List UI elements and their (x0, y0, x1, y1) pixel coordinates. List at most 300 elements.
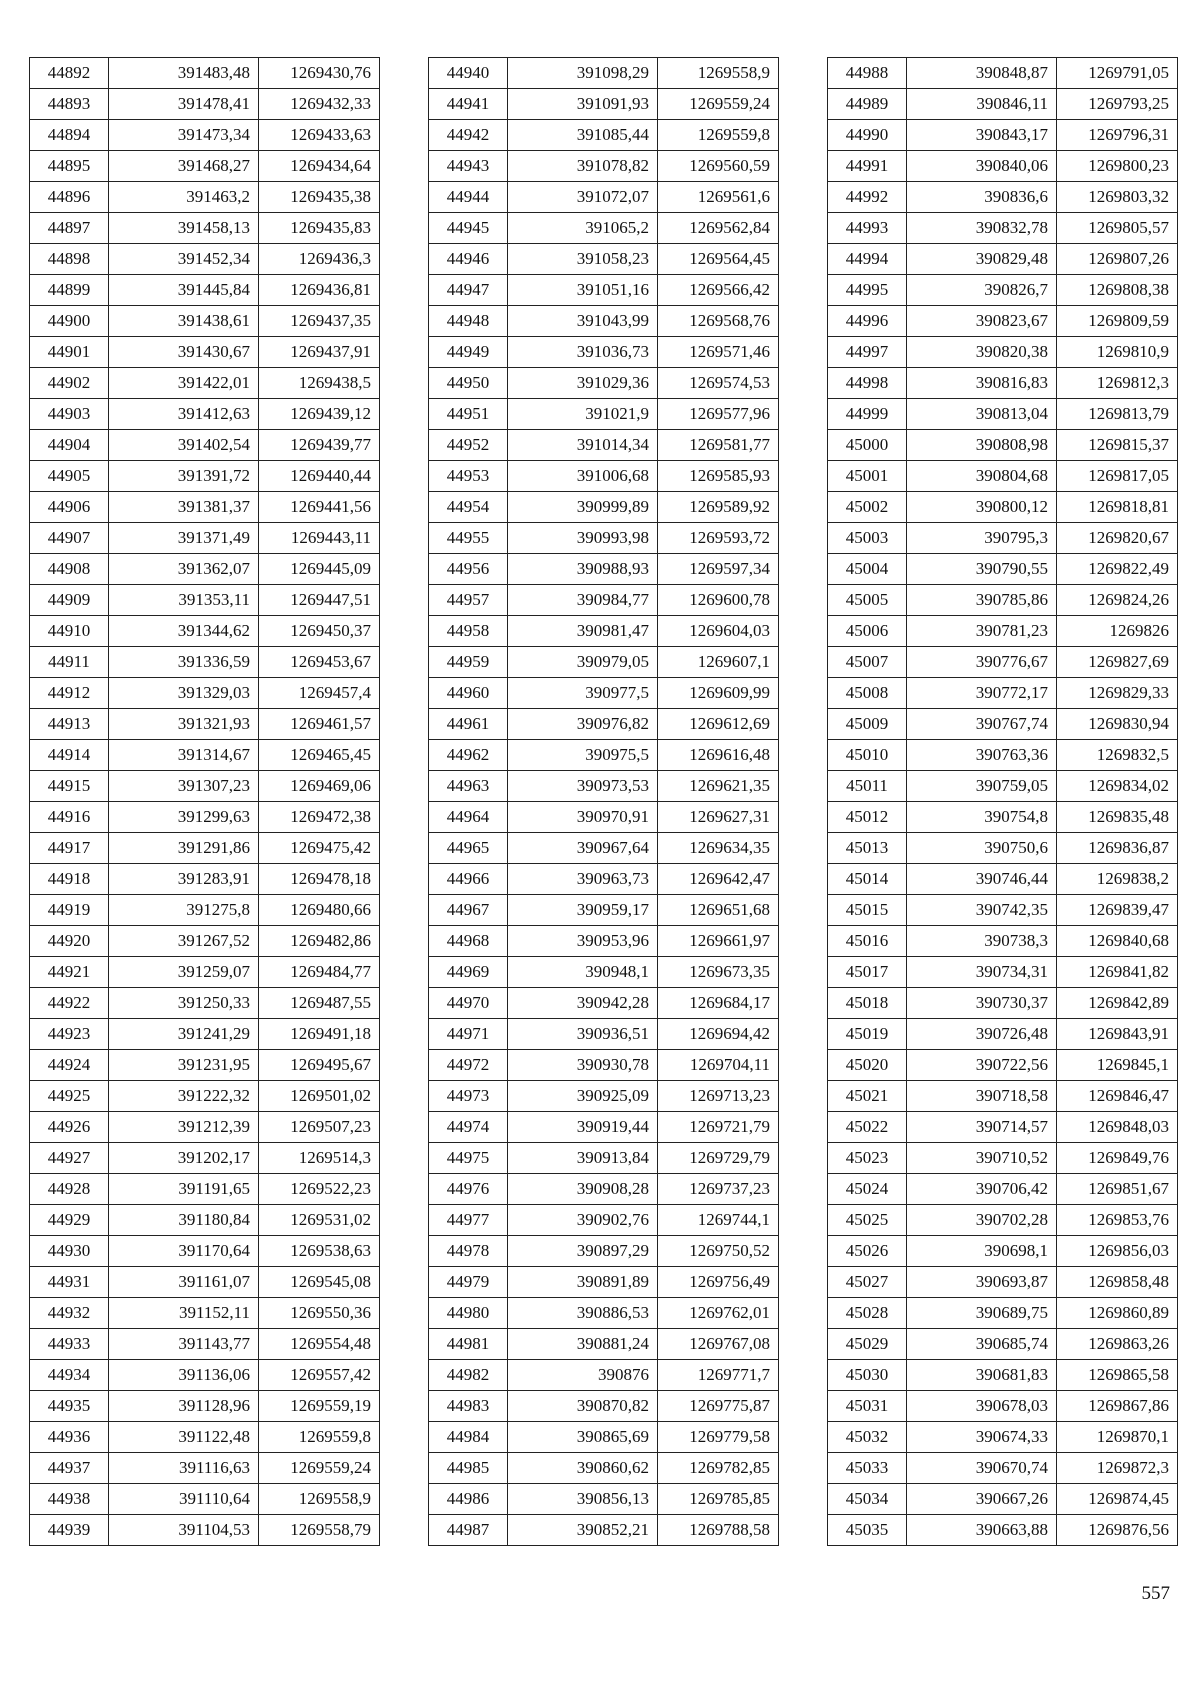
table-row (828, 1050, 1178, 1081)
table-row (30, 1422, 380, 1453)
x-coordinate-cell: 391291,86 (109, 833, 259, 864)
x-coordinate-cell: 390902,76 (508, 1205, 658, 1236)
y-coordinate-cell: 1269805,57 (1057, 213, 1178, 244)
x-coordinate-cell: 390767,74 (907, 709, 1057, 740)
y-coordinate-cell: 1269737,23 (658, 1174, 779, 1205)
point-id-cell: 44928 (30, 1174, 109, 1205)
point-id-cell: 44893 (30, 89, 109, 120)
point-id-cell: 44894 (30, 120, 109, 151)
x-coordinate-cell: 391283,91 (109, 864, 259, 895)
x-coordinate-cell: 391371,49 (109, 523, 259, 554)
x-coordinate-cell: 390870,82 (508, 1391, 658, 1422)
point-id-cell: 44905 (30, 461, 109, 492)
table-row (828, 678, 1178, 709)
point-id-cell: 44910 (30, 616, 109, 647)
table-row (828, 1019, 1178, 1050)
y-coordinate-cell: 1269729,79 (658, 1143, 779, 1174)
table-row (828, 1422, 1178, 1453)
point-id-cell: 44952 (429, 430, 508, 461)
x-coordinate-cell: 391110,64 (109, 1484, 259, 1515)
x-coordinate-cell: 391422,01 (109, 368, 259, 399)
point-id-cell: 45027 (828, 1267, 907, 1298)
x-coordinate-cell: 391483,48 (109, 58, 259, 89)
x-coordinate-cell: 391241,29 (109, 1019, 259, 1050)
x-coordinate-cell: 391445,84 (109, 275, 259, 306)
x-coordinate-cell: 390976,82 (508, 709, 658, 740)
point-id-cell: 44936 (30, 1422, 109, 1453)
table-row (429, 1236, 779, 1267)
x-coordinate-cell: 390832,78 (907, 213, 1057, 244)
table-row (429, 213, 779, 244)
table-row (828, 1329, 1178, 1360)
table-row (828, 461, 1178, 492)
point-id-cell: 44960 (429, 678, 508, 709)
x-coordinate-cell: 390702,28 (907, 1205, 1057, 1236)
x-coordinate-cell: 391143,77 (109, 1329, 259, 1360)
y-coordinate-cell: 1269616,48 (658, 740, 779, 771)
table-row (30, 554, 380, 585)
x-coordinate-cell: 391452,34 (109, 244, 259, 275)
table-row (429, 616, 779, 647)
table-row (828, 1515, 1178, 1546)
table-row (30, 58, 380, 89)
point-id-cell: 44966 (429, 864, 508, 895)
y-coordinate-cell: 1269803,32 (1057, 182, 1178, 213)
x-coordinate-cell: 391116,63 (109, 1453, 259, 1484)
y-coordinate-cell: 1269568,76 (658, 306, 779, 337)
point-id-cell: 44982 (429, 1360, 508, 1391)
x-coordinate-cell: 390678,03 (907, 1391, 1057, 1422)
x-coordinate-cell: 391307,23 (109, 771, 259, 802)
x-coordinate-cell: 390865,69 (508, 1422, 658, 1453)
y-coordinate-cell: 1269609,99 (658, 678, 779, 709)
x-coordinate-cell: 390852,21 (508, 1515, 658, 1546)
x-coordinate-cell: 390750,6 (907, 833, 1057, 864)
y-coordinate-cell: 1269634,35 (658, 833, 779, 864)
x-coordinate-cell: 390795,3 (907, 523, 1057, 554)
table-row (30, 957, 380, 988)
x-coordinate-cell: 391463,2 (109, 182, 259, 213)
table-row (429, 151, 779, 182)
x-coordinate-cell: 390856,13 (508, 1484, 658, 1515)
y-coordinate-cell: 1269554,48 (259, 1329, 380, 1360)
y-coordinate-cell: 1269762,01 (658, 1298, 779, 1329)
point-id-cell: 44992 (828, 182, 907, 213)
table-row (429, 709, 779, 740)
x-coordinate-cell: 391412,63 (109, 399, 259, 430)
y-coordinate-cell: 1269559,24 (658, 89, 779, 120)
y-coordinate-cell: 1269756,49 (658, 1267, 779, 1298)
x-coordinate-cell: 391091,93 (508, 89, 658, 120)
point-id-cell: 44962 (429, 740, 508, 771)
table-row (429, 957, 779, 988)
table-row (828, 833, 1178, 864)
x-coordinate-cell: 390689,75 (907, 1298, 1057, 1329)
point-id-cell: 45024 (828, 1174, 907, 1205)
table-row (429, 833, 779, 864)
x-coordinate-cell: 391430,67 (109, 337, 259, 368)
point-id-cell: 44935 (30, 1391, 109, 1422)
point-id-cell: 45029 (828, 1329, 907, 1360)
x-coordinate-cell: 391085,44 (508, 120, 658, 151)
table-row (30, 895, 380, 926)
y-coordinate-cell: 1269562,84 (658, 213, 779, 244)
x-coordinate-cell: 390908,28 (508, 1174, 658, 1205)
y-coordinate-cell: 1269807,26 (1057, 244, 1178, 275)
y-coordinate-cell: 1269846,47 (1057, 1081, 1178, 1112)
x-coordinate-cell: 390840,06 (907, 151, 1057, 182)
table-row (429, 1453, 779, 1484)
table-row (30, 1081, 380, 1112)
y-coordinate-cell: 1269436,3 (259, 244, 380, 275)
coordinate-table-1 (29, 57, 380, 1546)
y-coordinate-cell: 1269559,8 (658, 120, 779, 151)
x-coordinate-cell: 391391,72 (109, 461, 259, 492)
table-row (828, 585, 1178, 616)
table-row (429, 430, 779, 461)
table-row (429, 1391, 779, 1422)
point-id-cell: 44931 (30, 1267, 109, 1298)
y-coordinate-cell: 1269836,87 (1057, 833, 1178, 864)
x-coordinate-cell: 390860,62 (508, 1453, 658, 1484)
x-coordinate-cell: 390722,56 (907, 1050, 1057, 1081)
table-row (30, 740, 380, 771)
y-coordinate-cell: 1269465,45 (259, 740, 380, 771)
y-coordinate-cell: 1269561,6 (658, 182, 779, 213)
point-id-cell: 44913 (30, 709, 109, 740)
y-coordinate-cell: 1269793,25 (1057, 89, 1178, 120)
y-coordinate-cell: 1269577,96 (658, 399, 779, 430)
x-coordinate-cell: 390975,5 (508, 740, 658, 771)
table-row (30, 1205, 380, 1236)
point-id-cell: 44933 (30, 1329, 109, 1360)
coordinate-table-2 (428, 57, 779, 1546)
x-coordinate-cell: 391191,65 (109, 1174, 259, 1205)
y-coordinate-cell: 1269559,24 (259, 1453, 380, 1484)
x-coordinate-cell: 390829,48 (907, 244, 1057, 275)
table-row (30, 864, 380, 895)
point-id-cell: 44892 (30, 58, 109, 89)
point-id-cell: 45025 (828, 1205, 907, 1236)
point-id-cell: 45010 (828, 740, 907, 771)
point-id-cell: 44995 (828, 275, 907, 306)
x-coordinate-cell: 391381,37 (109, 492, 259, 523)
point-id-cell: 44896 (30, 182, 109, 213)
x-coordinate-cell: 391353,11 (109, 585, 259, 616)
y-coordinate-cell: 1269501,02 (259, 1081, 380, 1112)
point-id-cell: 44997 (828, 337, 907, 368)
x-coordinate-cell: 391202,17 (109, 1143, 259, 1174)
table-row (30, 988, 380, 1019)
point-id-cell: 45032 (828, 1422, 907, 1453)
table-row (30, 1298, 380, 1329)
point-id-cell: 44948 (429, 306, 508, 337)
y-coordinate-cell: 1269593,72 (658, 523, 779, 554)
y-coordinate-cell: 1269435,83 (259, 213, 380, 244)
table-row (429, 275, 779, 306)
y-coordinate-cell: 1269842,89 (1057, 988, 1178, 1019)
table-row (828, 1081, 1178, 1112)
x-coordinate-cell: 390942,28 (508, 988, 658, 1019)
x-coordinate-cell: 390846,11 (907, 89, 1057, 120)
x-coordinate-cell: 390772,17 (907, 678, 1057, 709)
point-id-cell: 44958 (429, 616, 508, 647)
x-coordinate-cell: 390848,87 (907, 58, 1057, 89)
y-coordinate-cell: 1269531,02 (259, 1205, 380, 1236)
x-coordinate-cell: 390843,17 (907, 120, 1057, 151)
y-coordinate-cell: 1269860,89 (1057, 1298, 1178, 1329)
point-id-cell: 44920 (30, 926, 109, 957)
y-coordinate-cell: 1269450,37 (259, 616, 380, 647)
y-coordinate-cell: 1269721,79 (658, 1112, 779, 1143)
point-id-cell: 44986 (429, 1484, 508, 1515)
y-coordinate-cell: 1269514,3 (259, 1143, 380, 1174)
point-id-cell: 45023 (828, 1143, 907, 1174)
point-id-cell: 44901 (30, 337, 109, 368)
x-coordinate-cell: 391122,48 (109, 1422, 259, 1453)
y-coordinate-cell: 1269684,17 (658, 988, 779, 1019)
point-id-cell: 45007 (828, 647, 907, 678)
table-row (828, 306, 1178, 337)
point-id-cell: 44947 (429, 275, 508, 306)
table-row (30, 926, 380, 957)
y-coordinate-cell: 1269791,05 (1057, 58, 1178, 89)
table-row (30, 337, 380, 368)
table-row (30, 678, 380, 709)
table-row (429, 492, 779, 523)
point-id-cell: 44973 (429, 1081, 508, 1112)
y-coordinate-cell: 1269809,59 (1057, 306, 1178, 337)
point-id-cell: 44969 (429, 957, 508, 988)
x-coordinate-cell: 391344,62 (109, 616, 259, 647)
x-coordinate-cell: 391212,39 (109, 1112, 259, 1143)
y-coordinate-cell: 1269439,12 (259, 399, 380, 430)
point-id-cell: 44971 (429, 1019, 508, 1050)
table-row (828, 647, 1178, 678)
x-coordinate-cell: 391336,59 (109, 647, 259, 678)
y-coordinate-cell: 1269558,9 (658, 58, 779, 89)
y-coordinate-cell: 1269604,03 (658, 616, 779, 647)
point-id-cell: 44899 (30, 275, 109, 306)
y-coordinate-cell: 1269538,63 (259, 1236, 380, 1267)
table-row (30, 771, 380, 802)
x-coordinate-cell: 390804,68 (907, 461, 1057, 492)
point-id-cell: 45003 (828, 523, 907, 554)
y-coordinate-cell: 1269436,81 (259, 275, 380, 306)
x-coordinate-cell: 390977,5 (508, 678, 658, 709)
x-coordinate-cell: 390813,04 (907, 399, 1057, 430)
x-coordinate-cell: 390759,05 (907, 771, 1057, 802)
point-id-cell: 45020 (828, 1050, 907, 1081)
x-coordinate-cell: 391036,73 (508, 337, 658, 368)
y-coordinate-cell: 1269750,52 (658, 1236, 779, 1267)
table-row (30, 1267, 380, 1298)
point-id-cell: 44963 (429, 771, 508, 802)
y-coordinate-cell: 1269487,55 (259, 988, 380, 1019)
point-id-cell: 44909 (30, 585, 109, 616)
x-coordinate-cell: 390730,37 (907, 988, 1057, 1019)
x-coordinate-cell: 391170,64 (109, 1236, 259, 1267)
point-id-cell: 45028 (828, 1298, 907, 1329)
x-coordinate-cell: 391267,52 (109, 926, 259, 957)
table-row (429, 337, 779, 368)
y-coordinate-cell: 1269642,47 (658, 864, 779, 895)
x-coordinate-cell: 390988,93 (508, 554, 658, 585)
y-coordinate-cell: 1269817,05 (1057, 461, 1178, 492)
x-coordinate-cell: 391362,07 (109, 554, 259, 585)
table-row (30, 368, 380, 399)
point-id-cell: 44990 (828, 120, 907, 151)
table-row (828, 337, 1178, 368)
y-coordinate-cell: 1269434,64 (259, 151, 380, 182)
table-row (828, 1298, 1178, 1329)
x-coordinate-cell: 391006,68 (508, 461, 658, 492)
point-id-cell: 44921 (30, 957, 109, 988)
table-row (30, 802, 380, 833)
point-id-cell: 45030 (828, 1360, 907, 1391)
point-id-cell: 45034 (828, 1484, 907, 1515)
x-coordinate-cell: 391231,95 (109, 1050, 259, 1081)
x-coordinate-cell: 391458,13 (109, 213, 259, 244)
y-coordinate-cell: 1269841,82 (1057, 957, 1178, 988)
table-row (429, 585, 779, 616)
point-id-cell: 44954 (429, 492, 508, 523)
point-id-cell: 45022 (828, 1112, 907, 1143)
point-id-cell: 44959 (429, 647, 508, 678)
y-coordinate-cell: 1269447,51 (259, 585, 380, 616)
table-row (828, 1391, 1178, 1422)
x-coordinate-cell: 390816,83 (907, 368, 1057, 399)
table-row (429, 1050, 779, 1081)
point-id-cell: 44945 (429, 213, 508, 244)
x-coordinate-cell: 391029,36 (508, 368, 658, 399)
point-id-cell: 45033 (828, 1453, 907, 1484)
y-coordinate-cell: 1269848,03 (1057, 1112, 1178, 1143)
y-coordinate-cell: 1269441,56 (259, 492, 380, 523)
y-coordinate-cell: 1269439,77 (259, 430, 380, 461)
y-coordinate-cell: 1269856,03 (1057, 1236, 1178, 1267)
table-row (30, 1391, 380, 1422)
table-row (429, 1267, 779, 1298)
y-coordinate-cell: 1269874,45 (1057, 1484, 1178, 1515)
table-row (30, 1050, 380, 1081)
table-row (429, 802, 779, 833)
y-coordinate-cell: 1269838,2 (1057, 864, 1178, 895)
point-id-cell: 45002 (828, 492, 907, 523)
table-row (429, 182, 779, 213)
x-coordinate-cell: 391072,07 (508, 182, 658, 213)
point-id-cell: 45013 (828, 833, 907, 864)
x-coordinate-cell: 390710,52 (907, 1143, 1057, 1174)
table-row (828, 1267, 1178, 1298)
point-id-cell: 44917 (30, 833, 109, 864)
table-row (429, 1329, 779, 1360)
x-coordinate-cell: 391128,96 (109, 1391, 259, 1422)
table-row (30, 430, 380, 461)
point-id-cell: 44988 (828, 58, 907, 89)
x-coordinate-cell: 391051,16 (508, 275, 658, 306)
table-row (429, 1143, 779, 1174)
x-coordinate-cell: 391468,27 (109, 151, 259, 182)
table-row (429, 1112, 779, 1143)
table-row (828, 120, 1178, 151)
x-coordinate-cell: 390718,58 (907, 1081, 1057, 1112)
point-id-cell: 45018 (828, 988, 907, 1019)
coordinate-table (428, 57, 779, 1546)
table-row (429, 523, 779, 554)
point-id-cell: 44993 (828, 213, 907, 244)
table-row (30, 1329, 380, 1360)
x-coordinate-cell: 390891,89 (508, 1267, 658, 1298)
y-coordinate-cell: 1269469,06 (259, 771, 380, 802)
y-coordinate-cell: 1269621,35 (658, 771, 779, 802)
point-id-cell: 44940 (429, 58, 508, 89)
table-row (828, 89, 1178, 120)
point-id-cell: 44955 (429, 523, 508, 554)
x-coordinate-cell: 390984,77 (508, 585, 658, 616)
table-row (30, 244, 380, 275)
y-coordinate-cell: 1269585,93 (658, 461, 779, 492)
x-coordinate-cell: 391402,54 (109, 430, 259, 461)
table-row (429, 1174, 779, 1205)
x-coordinate-cell: 390776,67 (907, 647, 1057, 678)
y-coordinate-cell: 1269560,59 (658, 151, 779, 182)
point-id-cell: 44981 (429, 1329, 508, 1360)
x-coordinate-cell: 391065,2 (508, 213, 658, 244)
point-id-cell: 44922 (30, 988, 109, 1019)
point-id-cell: 44999 (828, 399, 907, 430)
y-coordinate-cell: 1269558,9 (259, 1484, 380, 1515)
table-row (429, 647, 779, 678)
x-coordinate-cell: 390823,67 (907, 306, 1057, 337)
table-row (30, 151, 380, 182)
table-row (30, 120, 380, 151)
y-coordinate-cell: 1269782,85 (658, 1453, 779, 1484)
y-coordinate-cell: 1269863,26 (1057, 1329, 1178, 1360)
x-coordinate-cell: 391043,99 (508, 306, 658, 337)
point-id-cell: 44951 (429, 399, 508, 430)
point-id-cell: 44950 (429, 368, 508, 399)
point-id-cell: 44964 (429, 802, 508, 833)
table-row (429, 1019, 779, 1050)
y-coordinate-cell: 1269564,45 (658, 244, 779, 275)
point-id-cell: 44938 (30, 1484, 109, 1515)
x-coordinate-cell: 390670,74 (907, 1453, 1057, 1484)
table-row (30, 616, 380, 647)
table-row (429, 89, 779, 120)
x-coordinate-cell: 390746,44 (907, 864, 1057, 895)
y-coordinate-cell: 1269651,68 (658, 895, 779, 926)
y-coordinate-cell: 1269818,81 (1057, 492, 1178, 523)
x-coordinate-cell: 390886,53 (508, 1298, 658, 1329)
point-id-cell: 44907 (30, 523, 109, 554)
table-row (30, 709, 380, 740)
x-coordinate-cell: 390726,48 (907, 1019, 1057, 1050)
point-id-cell: 44925 (30, 1081, 109, 1112)
x-coordinate-cell: 391014,34 (508, 430, 658, 461)
y-coordinate-cell: 1269845,1 (1057, 1050, 1178, 1081)
x-coordinate-cell: 391275,8 (109, 895, 259, 926)
table-row (828, 988, 1178, 1019)
table-row (30, 1174, 380, 1205)
x-coordinate-cell: 391321,93 (109, 709, 259, 740)
table-row (30, 1236, 380, 1267)
y-coordinate-cell: 1269796,31 (1057, 120, 1178, 151)
table-row (828, 616, 1178, 647)
x-coordinate-cell: 390936,51 (508, 1019, 658, 1050)
table-row (828, 244, 1178, 275)
y-coordinate-cell: 1269872,3 (1057, 1453, 1178, 1484)
